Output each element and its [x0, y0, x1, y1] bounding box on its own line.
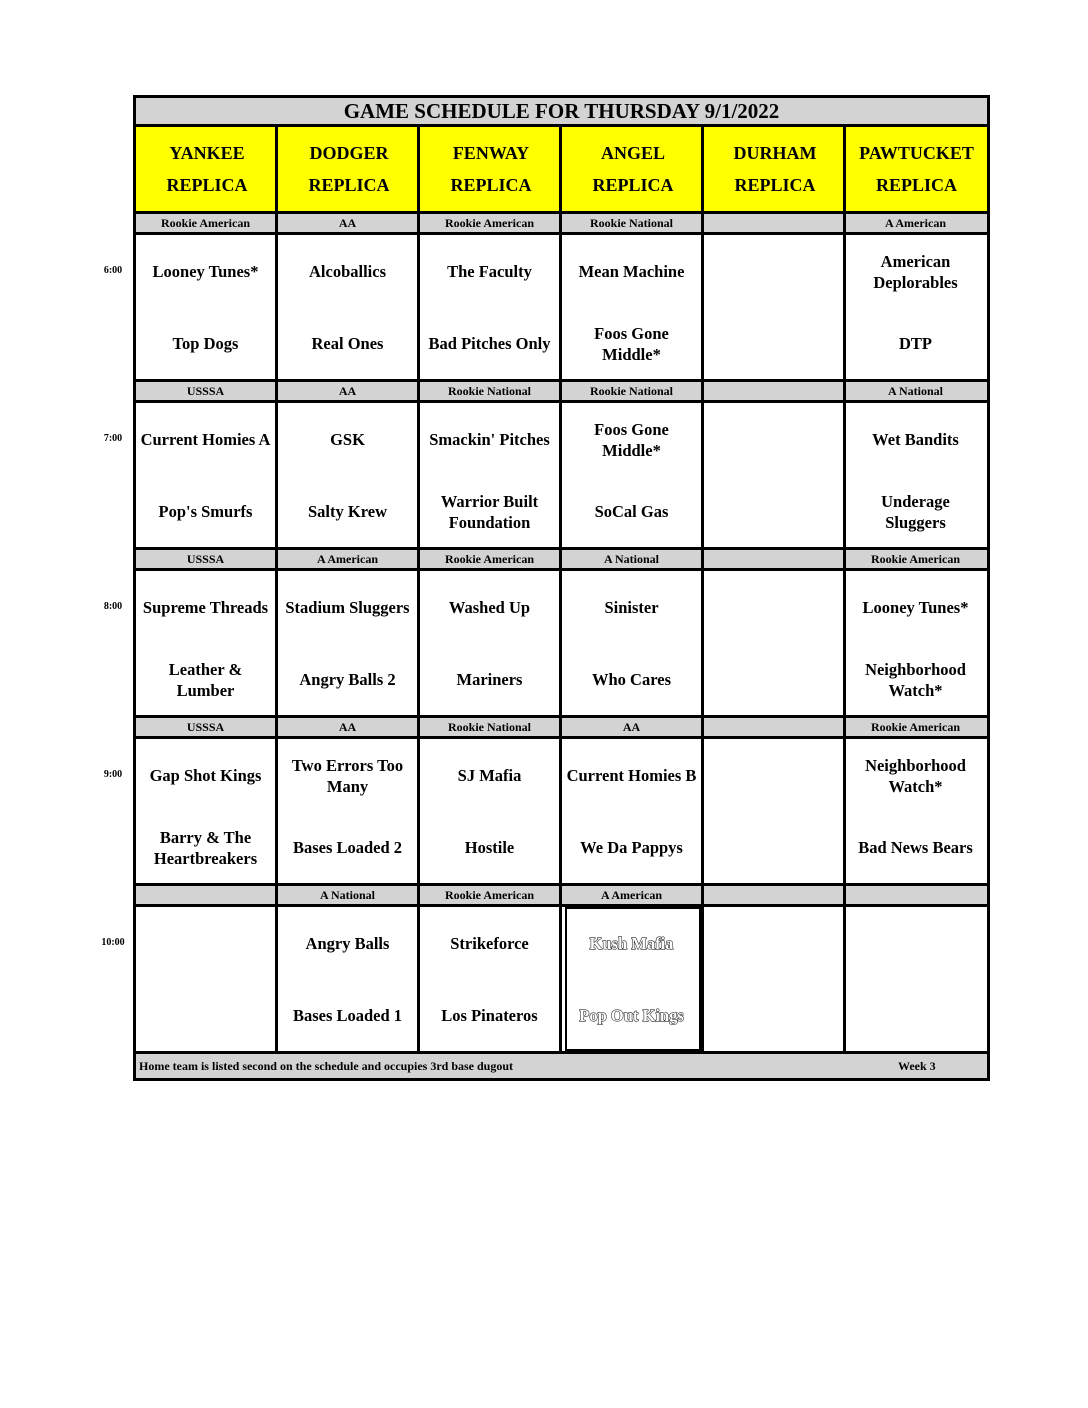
column-divider — [701, 127, 704, 1054]
venue-type: REPLICA — [875, 175, 957, 195]
time-label: 8:00 — [103, 601, 123, 612]
venue-type: REPLICA — [166, 175, 248, 195]
away-team — [704, 739, 843, 812]
venue-name: YANKEE — [169, 143, 245, 163]
home-team: Bad News Bears — [858, 838, 973, 857]
home-team: Bases Loaded 2 — [292, 838, 403, 857]
away-team: Alcoballics — [309, 262, 386, 281]
schedule-table — [133, 95, 990, 1081]
division-label: Rookie National — [589, 383, 673, 398]
column-divider — [417, 127, 420, 1054]
home-team: Neighborhood Watch* — [865, 659, 966, 700]
venue-header — [562, 127, 704, 214]
schedule-title: GAME SCHEDULE FOR THURSDAY 9/1/2022 — [136, 98, 987, 127]
column-divider — [559, 127, 562, 1054]
division-label: AA — [338, 719, 357, 734]
away-team — [704, 235, 843, 308]
division-label: Rookie American — [871, 719, 960, 734]
home-team: Underage Sluggers — [881, 491, 950, 532]
venue-name: DODGER — [309, 143, 389, 163]
away-team: Looney Tunes* — [862, 598, 969, 617]
away-team: Sinister — [604, 598, 659, 617]
away-team: Wet Bandits — [872, 430, 959, 449]
division-label: A National — [319, 887, 375, 902]
home-team — [704, 980, 843, 1051]
away-team: Washed Up — [448, 598, 531, 617]
time-label: 10:00 — [101, 937, 125, 948]
home-team: Los Pinateros — [441, 1006, 538, 1025]
home-team: DTP — [899, 334, 932, 353]
home-team: Salty Krew — [308, 502, 387, 521]
division-label: Rookie American — [445, 887, 534, 902]
away-team: American Deplorables — [873, 251, 958, 292]
home-team — [704, 476, 843, 547]
home-team — [846, 980, 985, 1051]
venue-type: REPLICA — [734, 175, 816, 195]
home-team: Hostile — [464, 838, 515, 857]
home-team: Warrior Built Foundation — [440, 491, 539, 532]
division-label — [704, 886, 843, 904]
venue-name: PAWTUCKET — [859, 143, 974, 163]
division-label: Rookie National — [447, 719, 531, 734]
time-label: 6:00 — [103, 265, 123, 276]
division-label: A National — [887, 383, 943, 398]
away-team — [704, 571, 843, 644]
away-team: Two Errors Too Many — [291, 755, 404, 796]
venue-header — [420, 127, 562, 214]
time-label: 9:00 — [103, 769, 123, 780]
home-team: Pop Out Kings — [579, 1006, 684, 1025]
away-team: Strikeforce — [450, 934, 529, 953]
home-team: Barry & The Heartbreakers — [153, 827, 258, 868]
venue-header — [846, 127, 987, 214]
division-label: USSSA — [186, 383, 225, 398]
division-label — [704, 718, 843, 736]
away-team: Looney Tunes* — [152, 262, 259, 281]
division-label: AA — [338, 383, 357, 398]
away-team — [704, 907, 843, 980]
division-label — [704, 550, 843, 568]
division-label: A American — [601, 887, 662, 902]
home-team: Top Dogs — [172, 334, 239, 353]
division-label: AA — [622, 719, 641, 734]
division-label: A National — [603, 551, 659, 566]
highlight-box — [565, 907, 701, 1051]
venue-header — [704, 127, 846, 214]
home-team: SoCal Gas — [594, 502, 669, 521]
division-label: Rookie American — [161, 215, 250, 230]
away-team: GSK — [330, 430, 365, 449]
away-team: Smackin' Pitches — [429, 430, 550, 449]
time-label: 7:00 — [103, 433, 123, 444]
home-team: Leather & Lumber — [168, 659, 243, 700]
column-divider — [843, 127, 846, 1054]
away-team — [136, 907, 275, 980]
away-team: Kush Mafia — [589, 934, 674, 953]
away-team: The Faculty — [447, 262, 532, 281]
away-team: Foos Gone Middle* — [594, 419, 669, 460]
home-team: Real Ones — [311, 334, 384, 353]
home-team — [136, 980, 275, 1051]
away-team: Neighborhood Watch* — [865, 755, 966, 796]
away-team: Stadium Sluggers — [285, 598, 410, 617]
division-label — [704, 214, 843, 232]
home-team: We Da Pappys — [580, 838, 683, 857]
home-team: Foos Gone Middle* — [594, 323, 669, 364]
venue-header — [136, 127, 278, 214]
home-team: Angry Balls 2 — [299, 670, 396, 689]
venue-type: REPLICA — [592, 175, 674, 195]
away-team — [846, 907, 985, 980]
away-team: SJ Mafia — [457, 766, 522, 785]
home-team — [704, 308, 843, 379]
column-divider — [275, 127, 278, 1054]
away-team: Current Homies B — [566, 766, 697, 785]
away-team — [704, 403, 843, 476]
venue-header — [278, 127, 420, 214]
division-label: AA — [338, 215, 357, 230]
away-team: Mean Machine — [578, 262, 685, 281]
away-team: Angry Balls — [305, 934, 390, 953]
week-label: Week 3 — [898, 1058, 936, 1073]
division-label: Rookie American — [871, 551, 960, 566]
away-team: Current Homies A — [140, 430, 271, 449]
home-team: Mariners — [456, 670, 523, 689]
division-label: A American — [317, 551, 378, 566]
division-label: Rookie National — [589, 215, 673, 230]
division-label: Rookie National — [447, 383, 531, 398]
division-label: Rookie American — [445, 551, 534, 566]
home-team: Bases Loaded 1 — [292, 1006, 403, 1025]
home-team: Who Cares — [592, 670, 671, 689]
home-team — [704, 812, 843, 883]
home-team — [704, 644, 843, 715]
venue-name: ANGEL — [600, 143, 665, 163]
footer-note: Home team is listed second on the schedule and occupies 3rd base dugout — [139, 1058, 514, 1073]
division-label: USSSA — [186, 551, 225, 566]
venue-type: REPLICA — [450, 175, 532, 195]
division-label — [704, 382, 843, 400]
venue-name: FENWAY — [452, 143, 530, 163]
venue-name: DURHAM — [733, 143, 817, 163]
division-label: Rookie American — [445, 215, 534, 230]
home-team: Bad Pitches Only — [428, 334, 551, 353]
venue-type: REPLICA — [308, 175, 390, 195]
away-team: Gap Shot Kings — [149, 766, 262, 785]
away-team: Supreme Threads — [142, 598, 269, 617]
division-label: A American — [885, 215, 946, 230]
footer-row — [136, 1054, 987, 1078]
home-team: Pop's Smurfs — [158, 502, 253, 521]
division-label — [136, 886, 275, 904]
division-label — [846, 886, 985, 904]
division-label: USSSA — [186, 719, 225, 734]
